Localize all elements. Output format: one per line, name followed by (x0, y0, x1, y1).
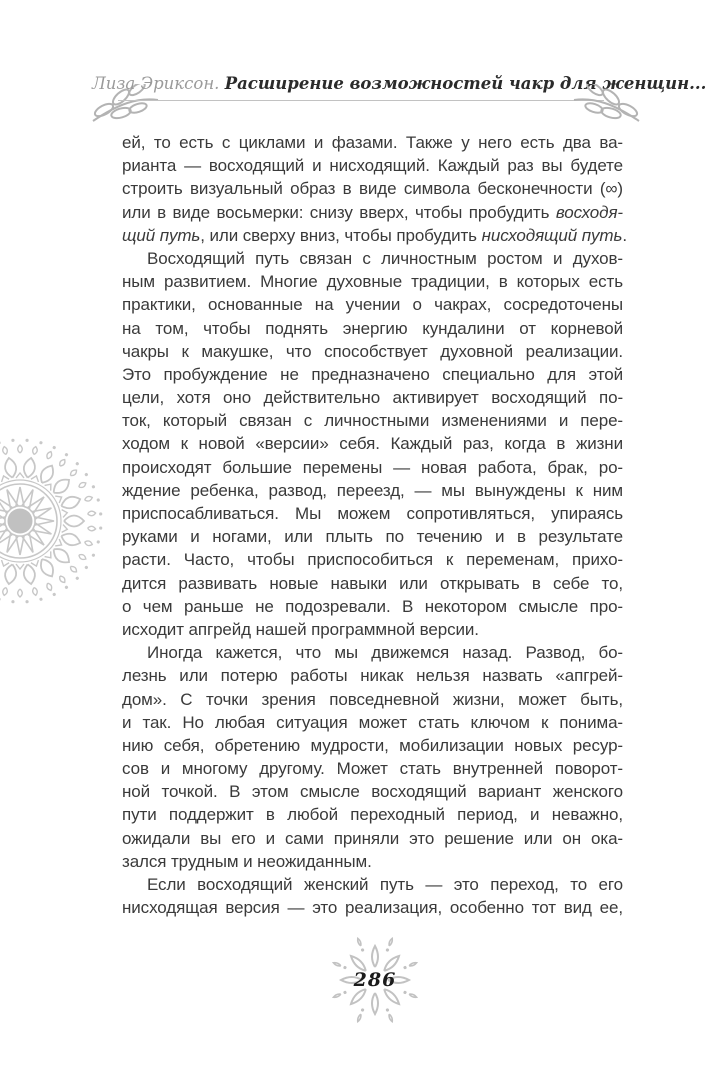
running-header (92, 72, 707, 122)
text-line: Если восходящий женский путь — это переход, то его (147, 875, 623, 894)
page-number: 286 (353, 969, 397, 991)
text-line: руками и ногами, или плыть по течению и в результате (122, 527, 623, 547)
text-line: и так. Но любая ситуация может стать ключом к понима- (122, 712, 623, 732)
text-line: пути поддержит в любой переходный период, и неважно, (122, 805, 623, 825)
text-line: практики, основанные на учении о чакрах, сосредоточены (122, 295, 623, 315)
text-line: чакры к макушке, что способствует духовной реализации. (122, 341, 623, 361)
text-line: ей, то есть с циклами и фазами. Также у него есть два ва- (122, 133, 623, 152)
text-line: ходом к новой «версии» себя. Каждый раз, когда в жизни (122, 434, 623, 454)
text-line: на том, чтобы поднять энергию кундалини от корневой (122, 318, 623, 338)
text-line: Восходящий путь связан с личностным ростом и духов- (147, 248, 623, 268)
text-line: ожидали вы его и сами приняли это решение или он ока- (122, 828, 623, 848)
text-line: о чем раньше не подозревали. В некотором смысле про- (122, 596, 623, 616)
text-line: строить визуальный образ в виде символа бесконечности (∞) (122, 179, 623, 199)
header-book-title: Расширение возможностей чакр для женщин... (224, 74, 707, 93)
text-line: дится развивать новые навыки или открывать в себе то, (122, 573, 623, 593)
text-line: нисходящая версия — это реализация, особенно тот вид ее, (122, 898, 623, 918)
text-line: нию себя, обретению мудрости, мобилизации новых ресур- (122, 735, 623, 755)
text-line: цели, хотя оно действительно активирует восходящий по- (122, 388, 623, 408)
text-line: сов и многому другому. Может стать внутренней поворот- (122, 759, 623, 779)
text-line: зался трудным и неожиданным. (122, 851, 372, 871)
text-line: щий путь, или сверху вниз, чтобы пробудить нисходящий путь. (122, 225, 627, 245)
page-number-ornament (325, 930, 425, 1030)
text-line: ным развитием. Многие духовные традиции, в которых есть (122, 272, 623, 292)
text-line: ток, который связан с личностными изменениями и пере- (122, 411, 623, 431)
mandala-sun-icon (0, 436, 105, 606)
paragraph (122, 641, 623, 873)
text-line: дом». С точки зрения повседневной жизни, может быть, (122, 689, 623, 709)
text-line: исходит апгрейд нашей программной версии. (122, 619, 479, 639)
text-line: Это пробуждение не предназначено специально для этой (122, 364, 623, 384)
text-line: расти. Часто, чтобы приспособиться к переменам, прихо- (122, 550, 623, 570)
text-line: лезнь или потерю работы никак нельзя назвать «апгрей- (122, 666, 623, 686)
header-divider (118, 100, 604, 101)
paragraph (122, 873, 623, 919)
text-block (122, 131, 627, 919)
text-line: приспосабливаться. Мы можем сопротивляться, упираясь (122, 504, 623, 523)
laurel-branch-icon (572, 84, 644, 132)
paragraph (122, 247, 623, 641)
text-line: Иногда кажется, что мы движемся назад. Развод, бо- (147, 643, 623, 663)
text-line: или в виде восьмерки: снизу вверх, чтобы пробудить восходя- (122, 202, 623, 222)
text-line: ждение ребенка, развод, переезд, — мы вынуждены к ним (122, 480, 623, 500)
header-author: Лиза Эриксон. (92, 74, 225, 93)
text-line: происходят большие перемены — новая работа, брак, ро- (122, 457, 623, 477)
paragraph (122, 131, 627, 247)
text-line: рианта — восходящий и нисходящий. Каждый раз вы будете (122, 156, 623, 176)
text-line: ной точкой. В этом смысле восходящий вариант женского (122, 782, 623, 802)
